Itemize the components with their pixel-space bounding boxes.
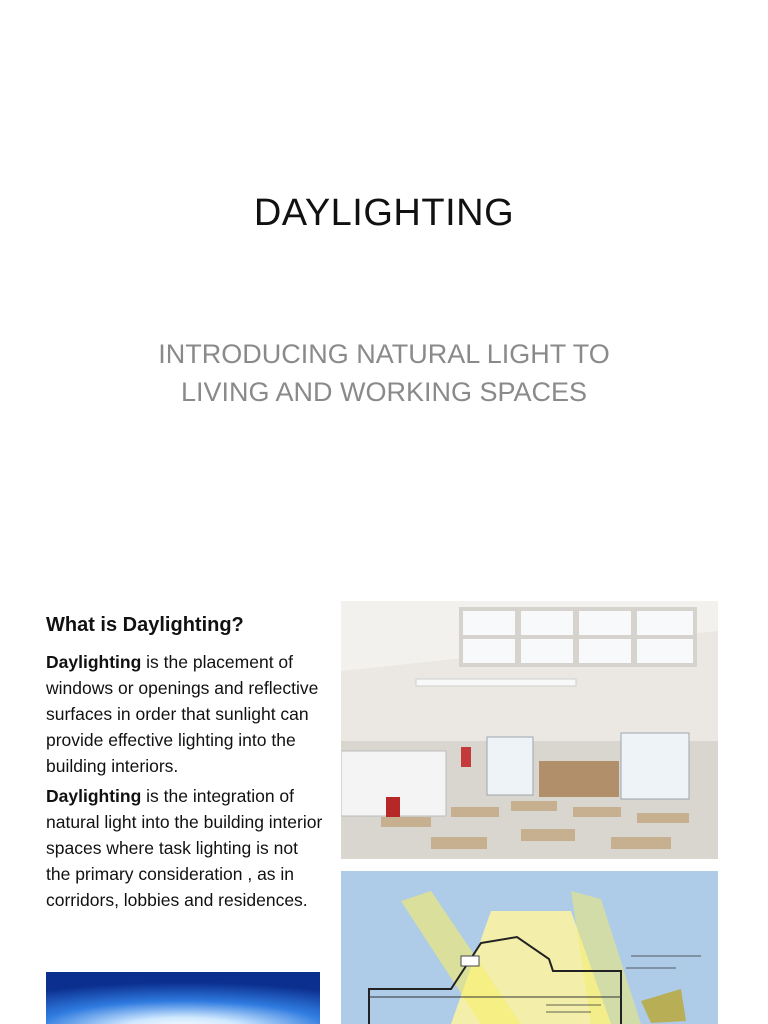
- classroom-photo: [341, 601, 718, 859]
- definition-paragraph-2: [46, 783, 326, 913]
- page-title: DAYLIGHTING: [253, 192, 515, 234]
- definition-text-2: is the integration of natural light into the building interior spaces where task lighting is not the primary consideration , as in corridors, lobbies and residences.: [46, 786, 323, 910]
- classroom-photo-illustration: [341, 601, 718, 859]
- section-heading: What is Daylighting?: [46, 614, 244, 636]
- sky-photo-illustration: [46, 972, 320, 1024]
- sky-photo: [46, 972, 320, 1024]
- subtitle-line-1: INTRODUCING NATURAL LIGHT TO: [158, 339, 610, 369]
- page-subtitle: [84, 335, 684, 411]
- definition-paragraph-1: [46, 649, 326, 779]
- what-is-daylighting-section: [46, 614, 326, 917]
- daylight-diagram: [341, 871, 718, 1024]
- definition-term-1: Daylighting: [46, 652, 142, 672]
- subtitle-line-2: LIVING AND WORKING SPACES: [180, 377, 588, 407]
- daylight-diagram-illustration: [341, 871, 718, 1024]
- definition-text-1: is the placement of windows or openings and reflective surfaces in order that sunlight can provide effective lighting into the building interiors.: [46, 652, 319, 776]
- definition-term-2: Daylighting: [46, 786, 142, 806]
